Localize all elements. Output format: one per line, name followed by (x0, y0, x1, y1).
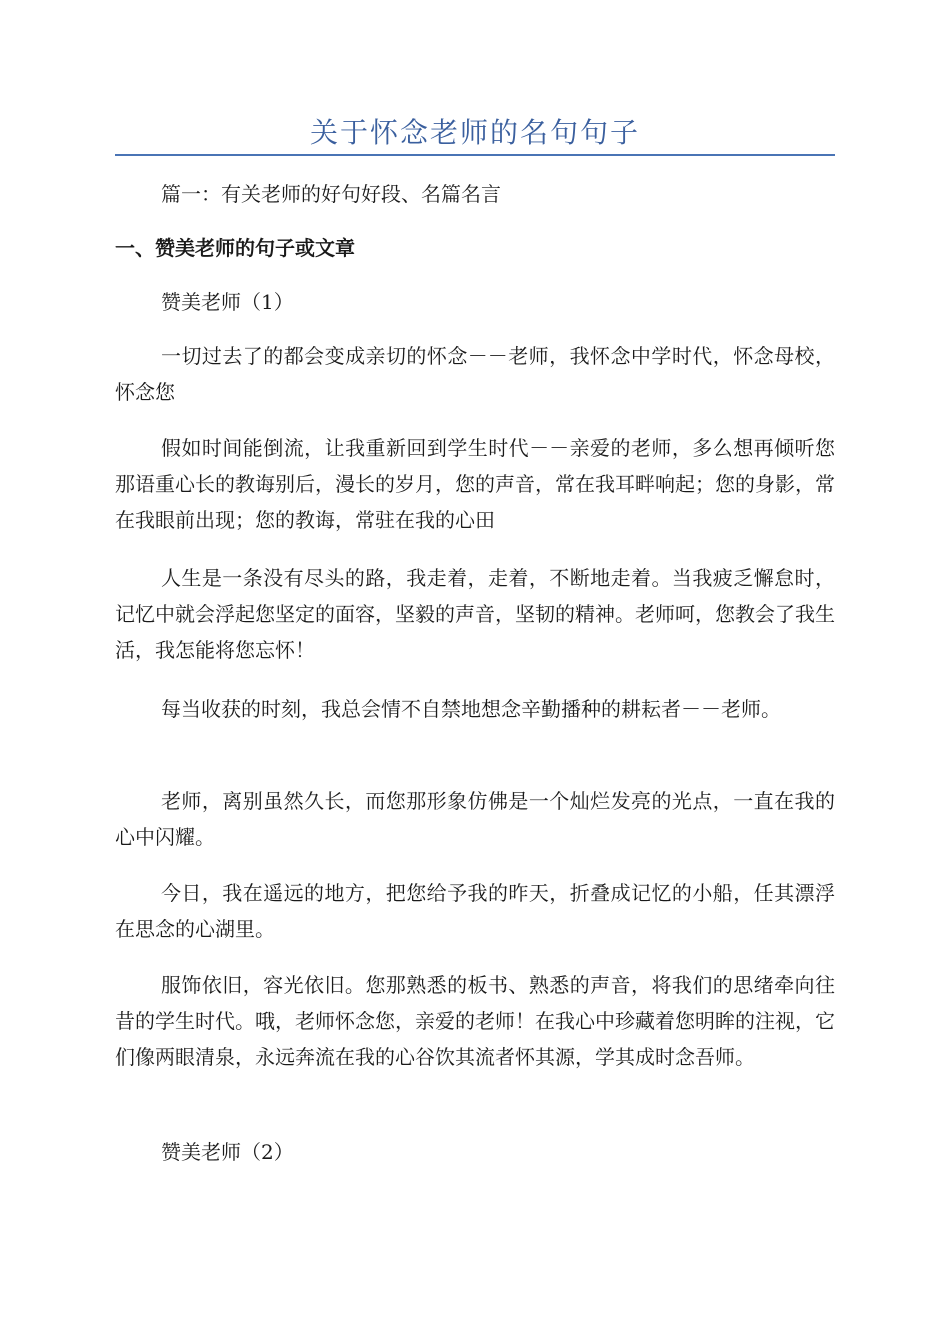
paragraph-subheading-1: 赞美老师（1） (161, 290, 294, 314)
paragraph: 老师，离别虽然久长，而您那形象仿佛是一个灿烂发亮的光点，一直在我的心中闪耀。 (115, 789, 835, 849)
paragraph: 今日，我在遥远的地方，把您给予我的昨天，折叠成记忆的小船，任其漂浮在思念的心湖里。 (115, 881, 835, 941)
paragraph: 人生是一条没有尽头的路，我走着，走着，不断地走着。当我疲乏懈怠时，记忆中就会浮起您坚定的面容，坚毅的声音，坚韧的精神。老师呵，您教会了我生活，我怎能将您忘怀！ (115, 566, 835, 662)
title-underline (115, 154, 835, 156)
section-heading: 一、赞美老师的句子或文章 (115, 236, 355, 260)
paragraph: 一切过去了的都会变成亲切的怀念－－老师，我怀念中学时代，怀念母校，怀念您 (115, 344, 835, 404)
paragraph: 服饰依旧，容光依旧。您那熟悉的板书、熟悉的声音，将我们的思绪牵向往昔的学生时代。哦，老师怀念您，亲爱的老师！在我心中珍藏着您明眸的注视，它们像两眼清泉，永远奔流在我的心谷饮其流者怀其源，学其成时念吾师。 (115, 973, 835, 1069)
paragraph-subheading-2: 赞美老师（2） (161, 1140, 294, 1164)
document-title: 关于怀念老师的名句句子 (309, 116, 640, 149)
paragraph: 假如时间能倒流，让我重新回到学生时代－－亲爱的老师，多么想再倾听您那语重心长的教诲别后，漫长的岁月，您的声音，常在我耳畔响起；您的身影，常在我眼前出现；您的教诲，常驻在我的心田 (115, 436, 835, 532)
document-subtitle: 篇一：有关老师的好句好段、名篇名言 (161, 182, 501, 206)
paragraph: 每当收获的时刻，我总会情不自禁地想念辛勤播种的耕耘者－－老师。 (161, 697, 781, 721)
